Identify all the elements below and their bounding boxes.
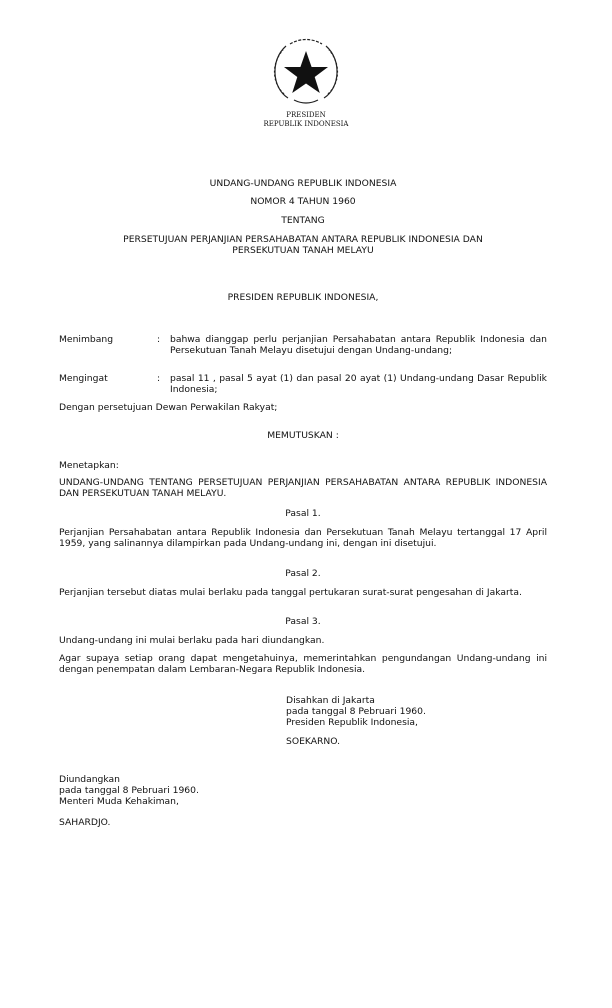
promulgated-line3: Menteri Muda Kehakiman,	[59, 796, 179, 807]
mengingat-colon: :	[157, 373, 161, 384]
closing-text: Agar supaya setiap orang dapat mengetahuinya, memerintahkan pengundangan Undang-undang ini dengan penempatan dalam Lembaran-Negara Republik Indonesia.	[59, 653, 547, 676]
letterhead-line2: REPUBLIK INDONESIA	[263, 120, 349, 128]
ratified-signer: SOEKARNO.	[286, 736, 341, 747]
mengingat-label: Mengingat	[59, 373, 108, 384]
title-line5: PERSEKUTUAN TANAH MELAYU	[232, 245, 374, 256]
article-1-heading: Pasal 1.	[285, 508, 321, 519]
promulgated-signer: SAHARDJO.	[59, 817, 111, 828]
article-3-heading: Pasal 3.	[285, 616, 321, 627]
article-1-text: Perjanjian Persahabatan antara Republik Indonesia dan Persekutuan Tanah Melayu tertanggal 17 April 1959, yang salinannya dilampirkan pada Undang-undang ini, dengan ini disetujui.	[59, 527, 547, 550]
title-line2: NOMOR 4 TAHUN 1960	[250, 196, 356, 207]
promulgated-line1: Diundangkan	[59, 774, 121, 785]
article-2-heading: Pasal 2.	[285, 568, 321, 579]
title-line1: UNDANG-UNDANG REPUBLIK INDONESIA	[209, 178, 397, 189]
establish-text: UNDANG-UNDANG TENTANG PERSETUJUAN PERJANJIAN PERSAHABATAN ANTARA REPUBLIK INDONESIA DAN PERSEKUTUAN TANAH MELAYU.	[59, 477, 547, 500]
presidential-seal-icon	[266, 36, 346, 108]
article-2-text: Perjanjian tersebut diatas mulai berlaku pada tanggal pertukaran surat-surat pengesahan di Jakarta.	[59, 587, 522, 598]
ratified-line2: pada tanggal 8 Pebruari 1960.	[286, 706, 426, 717]
mengingat-text: pasal 11 , pasal 5 ayat (1) dan pasal 20 ayat (1) Undang-undang Dasar Republik Indonesia;	[170, 373, 547, 396]
ratified-line1: Disahkan di Jakarta	[286, 695, 375, 706]
decides-heading: MEMUTUSKAN :	[267, 430, 339, 441]
approval-text: Dengan persetujuan Dewan Perwakilan Rakyat;	[59, 402, 278, 413]
promulgated-line2: pada tanggal 8 Pebruari 1960.	[59, 785, 199, 796]
title-line4: PERSETUJUAN PERJANJIAN PERSAHABATAN ANTARA REPUBLIK INDONESIA DAN	[123, 234, 483, 245]
menimbang-text: bahwa dianggap perlu perjanjian Persahabatan antara Republik Indonesia dan Persekutuan Tanah Melayu disetujui dengan Undang-undang;	[170, 334, 547, 357]
article-3-text: Undang-undang ini mulai berlaku pada hari diundangkan.	[59, 635, 325, 646]
menimbang-label: Menimbang	[59, 334, 114, 345]
title-line3: TENTANG	[281, 215, 325, 226]
ratified-line3: Presiden Republik Indonesia,	[286, 717, 418, 728]
president-heading: PRESIDEN REPUBLIK INDONESIA,	[227, 292, 379, 303]
menimbang-colon: :	[157, 334, 161, 345]
establish-label: Menetapkan:	[59, 460, 119, 471]
letterhead-line1: PRESIDEN	[286, 111, 326, 119]
